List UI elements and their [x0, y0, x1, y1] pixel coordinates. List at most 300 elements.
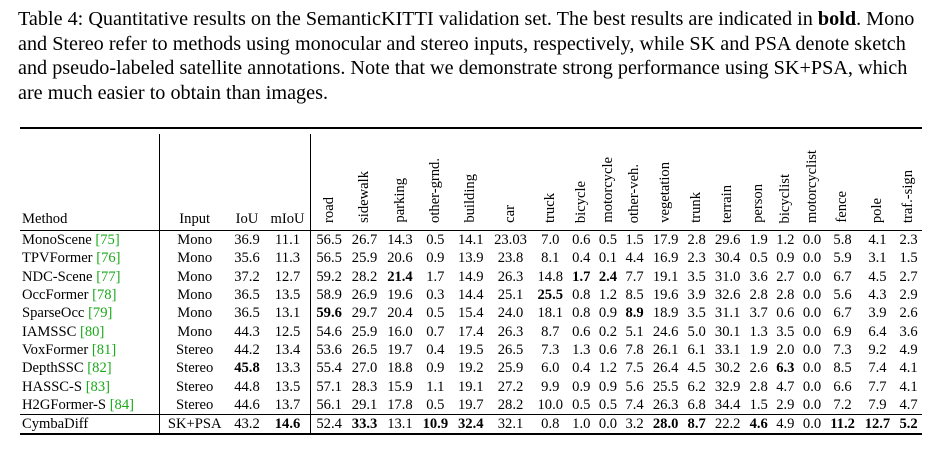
table-cell: 11.2 [825, 414, 859, 434]
table-cell: 1.3 [572, 341, 591, 358]
citation-link[interactable]: [83] [85, 378, 111, 395]
table-cell: 5.9 [833, 250, 852, 267]
table-cell: 33.3 [347, 414, 382, 434]
table-cell: 2.0 [776, 341, 795, 358]
table-cell: 19.2 [457, 360, 484, 377]
table-cell: 15.4 [457, 305, 484, 322]
table-cell: 2.8 [749, 378, 768, 395]
table-row [20, 286, 922, 304]
table-cell: 0.0 [802, 341, 822, 358]
table-cell: 14.3 [387, 232, 413, 249]
table-cell: 23.8 [497, 250, 524, 267]
table-cell: 3.5 [687, 305, 706, 322]
table-cell: Mono [160, 304, 230, 322]
header-class [895, 134, 922, 231]
header-class-label: motorcycle [599, 157, 616, 223]
header-class [453, 134, 488, 231]
table-cell: 0.0 [799, 414, 826, 434]
header-class [621, 134, 648, 231]
table-cell: 3.2 [621, 414, 648, 434]
table-cell: 24.6 [652, 323, 679, 340]
table-cell: 0.6 [598, 341, 618, 358]
table-cell: 0.2 [598, 323, 618, 340]
table-cell: 22.2 [710, 414, 745, 434]
table-cell: 3.1 [868, 250, 887, 267]
table-cell: 27.0 [351, 360, 378, 377]
header-class-label: vegetation [657, 162, 674, 223]
table-cell: Mono [160, 231, 230, 250]
table-cell: 8.5 [625, 287, 644, 304]
citation-link[interactable]: [79] [88, 305, 113, 322]
table-cell: 28.2 [497, 396, 524, 413]
table-cell: 26.5 [351, 341, 378, 358]
table-cell: 26.1 [652, 341, 679, 358]
table-cell: 2.8 [749, 287, 768, 304]
table-cell: 0.0 [802, 250, 822, 267]
table-cell: 4.9 [899, 341, 918, 358]
method-name: OccFormer [22, 287, 89, 304]
header-class-label: bicycle [573, 180, 589, 223]
method-name: TPVFormer [22, 250, 93, 267]
table-cell: 28.0 [648, 414, 683, 434]
table-cell: 44.6 [234, 396, 260, 413]
table-cell: 4.5 [687, 360, 706, 377]
method-name: NDC-Scene [22, 268, 93, 285]
table-cell: 8.7 [683, 414, 710, 434]
table-cell: 1.9 [749, 341, 768, 358]
table-cell: 17.4 [457, 323, 484, 340]
header-class-label: motorcyclist [803, 150, 820, 223]
table-cell: 37.2 [234, 268, 260, 285]
table-cell: 0.8 [572, 305, 591, 322]
table-cell: 30.2 [714, 360, 741, 377]
table-cell: 13.4 [274, 341, 301, 358]
table-cell: 9.9 [541, 378, 560, 395]
table-cell: 0.5 [426, 396, 445, 413]
table-cell: 6.1 [687, 341, 706, 358]
table-cell: 15.9 [387, 378, 413, 395]
table-cell: 2.6 [899, 305, 918, 322]
table-cell: 32.4 [453, 414, 488, 434]
table-cell: 1.0 [568, 414, 595, 434]
table-cell: 21.4 [387, 268, 413, 285]
table-cell: Stereo [160, 359, 230, 377]
caption-text: Table 4: Quantitative results on the SemanticKITTI validation set. The best results are indicated in [18, 8, 818, 30]
table-cell: 25.9 [351, 323, 378, 340]
header-class [799, 134, 826, 231]
table-cell: 0.6 [776, 305, 795, 322]
method-cell [20, 268, 160, 286]
table-cell: 56.5 [311, 249, 347, 267]
table-cell: 7.0 [541, 232, 560, 249]
header-class-label: fence [834, 191, 851, 223]
table-cell: 0.0 [595, 414, 622, 434]
table-cell: 3.9 [868, 305, 887, 322]
table-cell: 4.7 [899, 396, 918, 413]
table-cell: Mono [160, 249, 230, 267]
method-name: HASSC-S [22, 378, 83, 395]
table-cell: 2.8 [776, 287, 795, 304]
method-cell [20, 322, 160, 340]
method-name: IAMSSC [22, 323, 77, 340]
table-cell: 28.2 [351, 268, 378, 285]
header-class [595, 134, 622, 231]
table-cell: 28.3 [351, 378, 378, 395]
table-caption [18, 7, 926, 105]
table-cell: 4.1 [899, 378, 918, 395]
table-cell: 13.5 [274, 378, 301, 395]
table-cell: 36.5 [234, 305, 260, 322]
method-name: SparseOcc [22, 305, 85, 322]
header-class [533, 134, 568, 231]
table-cell: 1.5 [625, 232, 644, 249]
table-cell: 19.1 [652, 268, 679, 285]
method-cell [20, 359, 160, 377]
header-class-label: road [320, 197, 337, 223]
table-cell: 17.9 [652, 232, 679, 249]
citation-link[interactable]: [77] [96, 268, 121, 285]
header-class [825, 134, 859, 231]
table-cell: 0.4 [572, 360, 591, 377]
table-cell: 1.2 [776, 232, 795, 249]
header-class [772, 134, 799, 231]
table-cell: 14.9 [457, 268, 484, 285]
table-cell: Mono [160, 322, 230, 340]
table-row [20, 268, 922, 286]
table-cell: 23.03 [494, 232, 527, 249]
method-cell [20, 341, 160, 359]
table-cell: 19.6 [387, 287, 413, 304]
table-cell: 1.5 [899, 250, 918, 267]
table-cell: 25.9 [497, 360, 524, 377]
table-cell: 8.5 [833, 360, 852, 377]
table-cell: 0.9 [426, 250, 445, 267]
header-class-label: truck [541, 193, 558, 223]
table-cell: Stereo [160, 377, 230, 395]
table-cell: 25.9 [351, 250, 378, 267]
table-cell: 13.3 [274, 360, 301, 377]
table-cell: 44.2 [234, 341, 260, 358]
table-cell: 0.5 [598, 232, 618, 249]
table-cell: 3.9 [687, 287, 706, 304]
table-cell: 25.1 [497, 287, 524, 304]
header-input: Input [160, 134, 230, 231]
citation-link[interactable]: [76] [96, 250, 121, 267]
table-cell: 3.5 [776, 323, 795, 340]
table-cell: 0.4 [426, 341, 445, 358]
table-cell: 8.9 [625, 305, 644, 322]
table-cell: 26.3 [497, 323, 524, 340]
table-cell: 5.0 [687, 323, 706, 340]
table-cell: 9.2 [868, 341, 887, 358]
table-cell: 56.5 [311, 231, 347, 250]
table-cell: 53.6 [311, 341, 347, 359]
table-cell: 4.6 [745, 414, 772, 434]
table-cell: 5.2 [895, 414, 922, 434]
header-class [568, 134, 595, 231]
table-cell: 6.9 [833, 323, 852, 340]
table-cell: Mono [160, 286, 230, 304]
table-cell: 4.4 [625, 250, 644, 267]
table-cell: 7.8 [625, 341, 644, 358]
table-cell: 26.3 [652, 396, 679, 413]
header-class-label: other-veh. [626, 163, 643, 223]
method-cell [20, 286, 160, 304]
table-cell: 18.8 [387, 360, 413, 377]
table-cell: 0.6 [572, 323, 591, 340]
table-cell: 27.2 [497, 378, 524, 395]
header-iou: IoU [229, 134, 264, 231]
table-cell: 19.7 [457, 396, 484, 413]
method-cell [20, 304, 160, 322]
table-cell: 30.1 [714, 323, 741, 340]
table-cell: 0.0 [802, 360, 822, 377]
table-cell: 2.3 [899, 232, 918, 249]
table-cell: 4.7 [776, 378, 795, 395]
table-cell: 1.2 [598, 360, 618, 377]
method-name: VoxFormer [22, 341, 89, 358]
table-cell: 26.9 [351, 287, 378, 304]
caption-text-rest: . Mono and Stereo refer to methods using monocular and stereo inputs, respectively, while SK and PSA denote sketch and pseudo-labeled satellite annotations. Note that we demonstrate strong performance using SK+PSA, which are much easier to obtain than images. [18, 8, 915, 104]
table-row [20, 341, 922, 359]
method-cell [20, 414, 160, 434]
table-cell: 0.8 [572, 287, 591, 304]
table-cell: 3.7 [749, 305, 768, 322]
header-class [710, 134, 745, 231]
table-cell: 19.7 [387, 341, 413, 358]
table-cell: 1.9 [749, 232, 768, 249]
table-cell: 0.8 [533, 414, 568, 434]
table-cell: 13.1 [382, 414, 417, 434]
table-cell: 2.3 [687, 250, 706, 267]
table-cell: SK+PSA [160, 414, 230, 434]
table-cell: 7.3 [541, 341, 560, 358]
table-cell: 0.3 [426, 287, 445, 304]
results-table [20, 127, 922, 435]
table-cell: 20.4 [387, 305, 413, 322]
table-cell: 36.9 [234, 232, 260, 249]
table-cell: 30.4 [714, 250, 741, 267]
citation-link[interactable]: [78] [92, 287, 117, 304]
method-name: DepthSSC [22, 360, 84, 377]
table-cell: 13.5 [274, 287, 301, 304]
table-cell: 29.6 [714, 232, 741, 249]
table-cell: 13.7 [274, 396, 301, 413]
table-row [20, 359, 922, 377]
table-cell: 0.0 [802, 378, 822, 395]
table-cell: 18.9 [652, 305, 679, 322]
table-cell: 5.8 [833, 232, 852, 249]
table-cell: 6.7 [833, 268, 852, 285]
table-cell: 24.0 [497, 305, 524, 322]
table-cell: 6.2 [687, 378, 706, 395]
table-cell: 57.1 [311, 377, 347, 395]
table-cell: 32.9 [714, 378, 741, 395]
table-cell: 44.3 [234, 323, 260, 340]
table-cell: 4.1 [868, 232, 887, 249]
table-cell: 10.0 [537, 396, 564, 413]
table-cell: 2.9 [776, 396, 795, 413]
table-cell: Stereo [160, 396, 230, 415]
table-cell: 0.0 [802, 268, 822, 285]
table-cell: 31.1 [714, 305, 741, 322]
table-cell: 6.6 [833, 378, 852, 395]
table-cell: Stereo [160, 341, 230, 359]
method-cell [20, 377, 160, 395]
table-cell: 0.0 [802, 232, 822, 249]
table-cell: 8.7 [541, 323, 560, 340]
method-name: MonoScene [22, 232, 92, 249]
table-cell: 2.7 [776, 268, 795, 285]
table-cell: 29.7 [351, 305, 378, 322]
table-row-ours [20, 414, 922, 434]
table-cell: 4.1 [899, 360, 918, 377]
table-cell: 19.6 [652, 287, 679, 304]
table-row [20, 249, 922, 267]
table-cell: 45.8 [234, 360, 260, 377]
table-cell: 12.7 [860, 414, 895, 434]
table-cell: 16.9 [652, 250, 679, 267]
table-cell: 0.5 [572, 396, 591, 413]
citation-link[interactable]: [80] [80, 323, 105, 340]
header-class-label: trunk [688, 192, 705, 223]
table-cell: 4.9 [772, 414, 799, 434]
table-cell: 18.1 [537, 305, 564, 322]
table-cell: 59.6 [311, 304, 347, 322]
table-cell: 0.6 [572, 232, 591, 249]
table-row [20, 396, 922, 415]
header-class [648, 134, 683, 231]
header-class [745, 134, 772, 231]
table-cell: 35.6 [234, 250, 260, 267]
table-cell: 7.7 [868, 378, 887, 395]
table-cell: 1.7 [572, 268, 591, 285]
header-miou: mIoU [265, 134, 311, 231]
table-cell: 54.6 [311, 322, 347, 340]
header-class [311, 134, 347, 231]
citation-link[interactable]: [81] [91, 341, 117, 358]
header-class-label: car [502, 205, 519, 223]
table-cell: 0.0 [802, 323, 822, 340]
table-cell: 2.9 [899, 287, 918, 304]
table-cell: 13.1 [274, 305, 301, 322]
method-cell [20, 231, 160, 250]
table-cell: 0.5 [426, 305, 445, 322]
table-cell: 7.3 [833, 341, 852, 358]
header-class-label: parking [391, 178, 408, 223]
table-cell: 7.7 [625, 268, 644, 285]
citation-link[interactable]: [75] [95, 232, 120, 249]
table-row [20, 377, 922, 395]
table-cell: 0.1 [598, 250, 618, 267]
table-cell: 32.1 [488, 414, 532, 434]
table-cell: 0.5 [426, 232, 445, 249]
table-cell: 0.9 [776, 250, 795, 267]
header-class-label: bicyclist [777, 173, 794, 223]
header-class-label: building [462, 174, 479, 223]
table-cell: 12.5 [274, 323, 301, 340]
table-cell: 0.5 [598, 396, 618, 413]
header-class-label: other-grnd. [427, 158, 444, 223]
table-cell: 55.4 [311, 359, 347, 377]
table-cell: 7.5 [625, 360, 644, 377]
table-cell: 34.4 [714, 396, 741, 413]
method-cell [20, 396, 160, 415]
table-cell: 7.4 [625, 396, 644, 413]
table-cell: 32.6 [714, 287, 741, 304]
header-class-label: pole [869, 197, 886, 223]
table-cell: 0.0 [802, 396, 822, 413]
table-cell: 1.1 [426, 378, 445, 395]
header-class-label: traf.-sign [900, 169, 917, 223]
table-cell: 11.3 [275, 250, 301, 267]
table-cell: 31.0 [714, 268, 741, 285]
table-cell: 12.7 [274, 268, 301, 285]
table-cell: 4.5 [868, 268, 887, 285]
table-cell: 59.2 [311, 268, 347, 286]
table-cell: 0.4 [572, 250, 591, 267]
table-cell: 1.3 [749, 323, 768, 340]
table-cell: 7.9 [868, 396, 887, 413]
table-cell: 44.8 [234, 378, 260, 395]
caption-bold-word: bold [817, 8, 857, 30]
header-class-label: sidewalk [356, 171, 373, 223]
table-cell: 36.5 [234, 287, 260, 304]
table-cell: 5.6 [625, 378, 644, 395]
citation-link[interactable]: [84] [109, 396, 135, 413]
header-class [382, 134, 417, 231]
method-name: CymbaDiff [22, 416, 89, 433]
table-cell: 5.6 [833, 287, 852, 304]
table-cell: 33.1 [714, 341, 741, 358]
table-cell: 1.2 [598, 287, 618, 304]
table-cell: 0.7 [426, 323, 445, 340]
table-cell: 14.4 [457, 287, 484, 304]
header-class-label: person [750, 184, 767, 223]
table-cell: 1.5 [749, 396, 768, 413]
table-cell: 2.7 [899, 268, 918, 285]
table-cell: 29.1 [351, 396, 378, 413]
table-cell: 0.9 [572, 378, 591, 395]
table-cell: 6.3 [776, 360, 795, 377]
header-method: Method [20, 134, 160, 231]
method-name: H2GFormer-S [22, 396, 107, 413]
table-cell: 14.8 [537, 268, 564, 285]
table-cell: 4.3 [868, 287, 887, 304]
table-cell: 6.7 [833, 305, 852, 322]
table-cell: 6.8 [687, 396, 706, 413]
table-cell: 3.6 [899, 323, 918, 340]
table-cell: 1.7 [426, 268, 445, 285]
table-cell: 20.6 [387, 250, 413, 267]
table-cell: 19.5 [457, 341, 484, 358]
table-cell: 58.9 [311, 286, 347, 304]
table-cell: 6.4 [868, 323, 887, 340]
table-cell: 2.8 [687, 232, 706, 249]
table-cell: 5.1 [625, 323, 644, 340]
table-row [20, 304, 922, 322]
table-cell: 26.3 [497, 268, 524, 285]
table-cell: 13.9 [457, 250, 484, 267]
table-cell: 14.1 [457, 232, 484, 249]
citation-link[interactable]: [82] [87, 360, 112, 377]
table-cell: 0.9 [426, 360, 445, 377]
header-class [860, 134, 895, 231]
table-cell: 19.1 [457, 378, 484, 395]
header-class [488, 134, 532, 231]
header-class [418, 134, 453, 231]
method-cell [20, 249, 160, 267]
